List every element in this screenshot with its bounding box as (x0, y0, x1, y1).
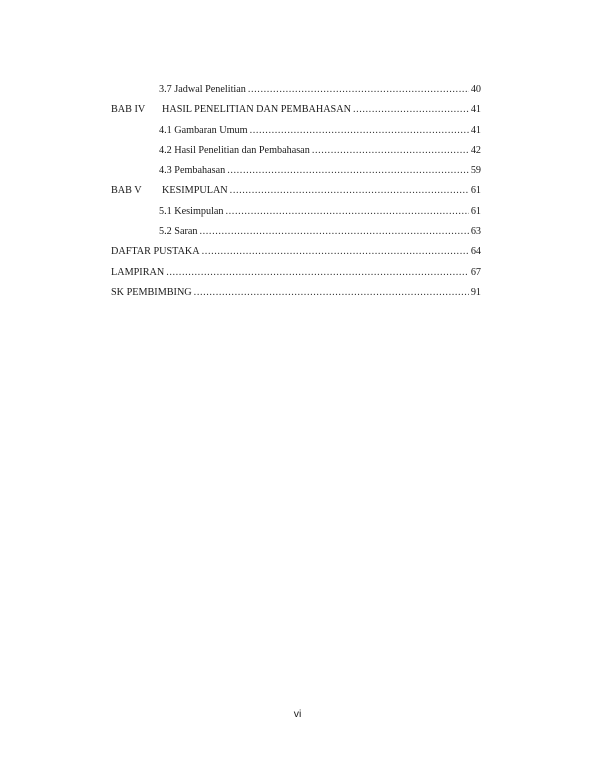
toc-entry-title: 4.2 Hasil Penelitian dan Pembahasan (159, 144, 310, 156)
table-of-contents (111, 80, 481, 303)
toc-dot-leader (230, 181, 469, 201)
toc-entry-5-1 (111, 202, 481, 222)
toc-entry-title: HASIL PENELITIAN DAN PEMBAHASAN (162, 104, 351, 116)
toc-entry-bab-iv (111, 100, 481, 120)
toc-entry-page: 40 (470, 84, 481, 95)
toc-entry-title: 4.3 Pembahasan (159, 165, 226, 177)
toc-entry-chapter-code: BAB V (111, 185, 142, 197)
toc-entry-label (111, 181, 228, 201)
toc-entry-sk-pembimbing (111, 283, 481, 303)
toc-dot-leader (312, 141, 469, 161)
toc-entry-page: 59 (470, 165, 481, 177)
toc-entry-4-1 (111, 121, 481, 141)
toc-dot-leader (226, 202, 469, 222)
toc-entry-4-3 (111, 161, 481, 181)
toc-entry-daftar-pustaka (111, 242, 481, 262)
toc-entry-page: 41 (470, 124, 481, 136)
toc-entry-5-2 (111, 222, 481, 242)
toc-entry-page: 42 (470, 144, 481, 156)
toc-entry-page: 91 (470, 286, 481, 298)
toc-entry-title: 4.1 Gambaran Umum (159, 124, 248, 136)
toc-entry-label (111, 100, 351, 120)
toc-entry-title: 5.2 Saran (159, 226, 198, 238)
toc-entry-chapter-code: BAB IV (111, 104, 146, 116)
toc-dot-leader (250, 121, 469, 141)
toc-dot-leader (227, 161, 469, 181)
toc-dot-leader (199, 222, 468, 242)
toc-dot-leader (194, 283, 469, 303)
toc-entry-title: SK PEMBIMBING (111, 286, 192, 298)
toc-dot-leader (202, 242, 469, 262)
toc-entry-4-2 (111, 141, 481, 161)
toc-dot-leader (248, 80, 469, 100)
toc-entry-page: 61 (470, 185, 481, 197)
toc-entry-title: 3.7 Jadwal Penelitian (159, 84, 246, 95)
toc-entry-title: LAMPIRAN (111, 266, 165, 278)
toc-entry-page: 67 (470, 266, 481, 278)
toc-entry-title: 5.1 Kesimpulan (159, 205, 224, 217)
toc-entry-page: 64 (470, 246, 481, 258)
toc-entry-page: 41 (470, 104, 481, 116)
toc-entry-title: KESIMPULAN (162, 185, 228, 197)
toc-entry-3-7 (111, 80, 481, 100)
toc-entry-bab-v (111, 181, 481, 201)
page-number: vi (293, 708, 302, 720)
toc-entry-page: 63 (470, 226, 481, 238)
toc-entry-page: 61 (470, 205, 481, 217)
toc-entry-lampiran (111, 263, 481, 283)
toc-entry-title: DAFTAR PUSTAKA (111, 246, 200, 258)
toc-dot-leader (166, 263, 469, 283)
toc-dot-leader (353, 100, 469, 120)
